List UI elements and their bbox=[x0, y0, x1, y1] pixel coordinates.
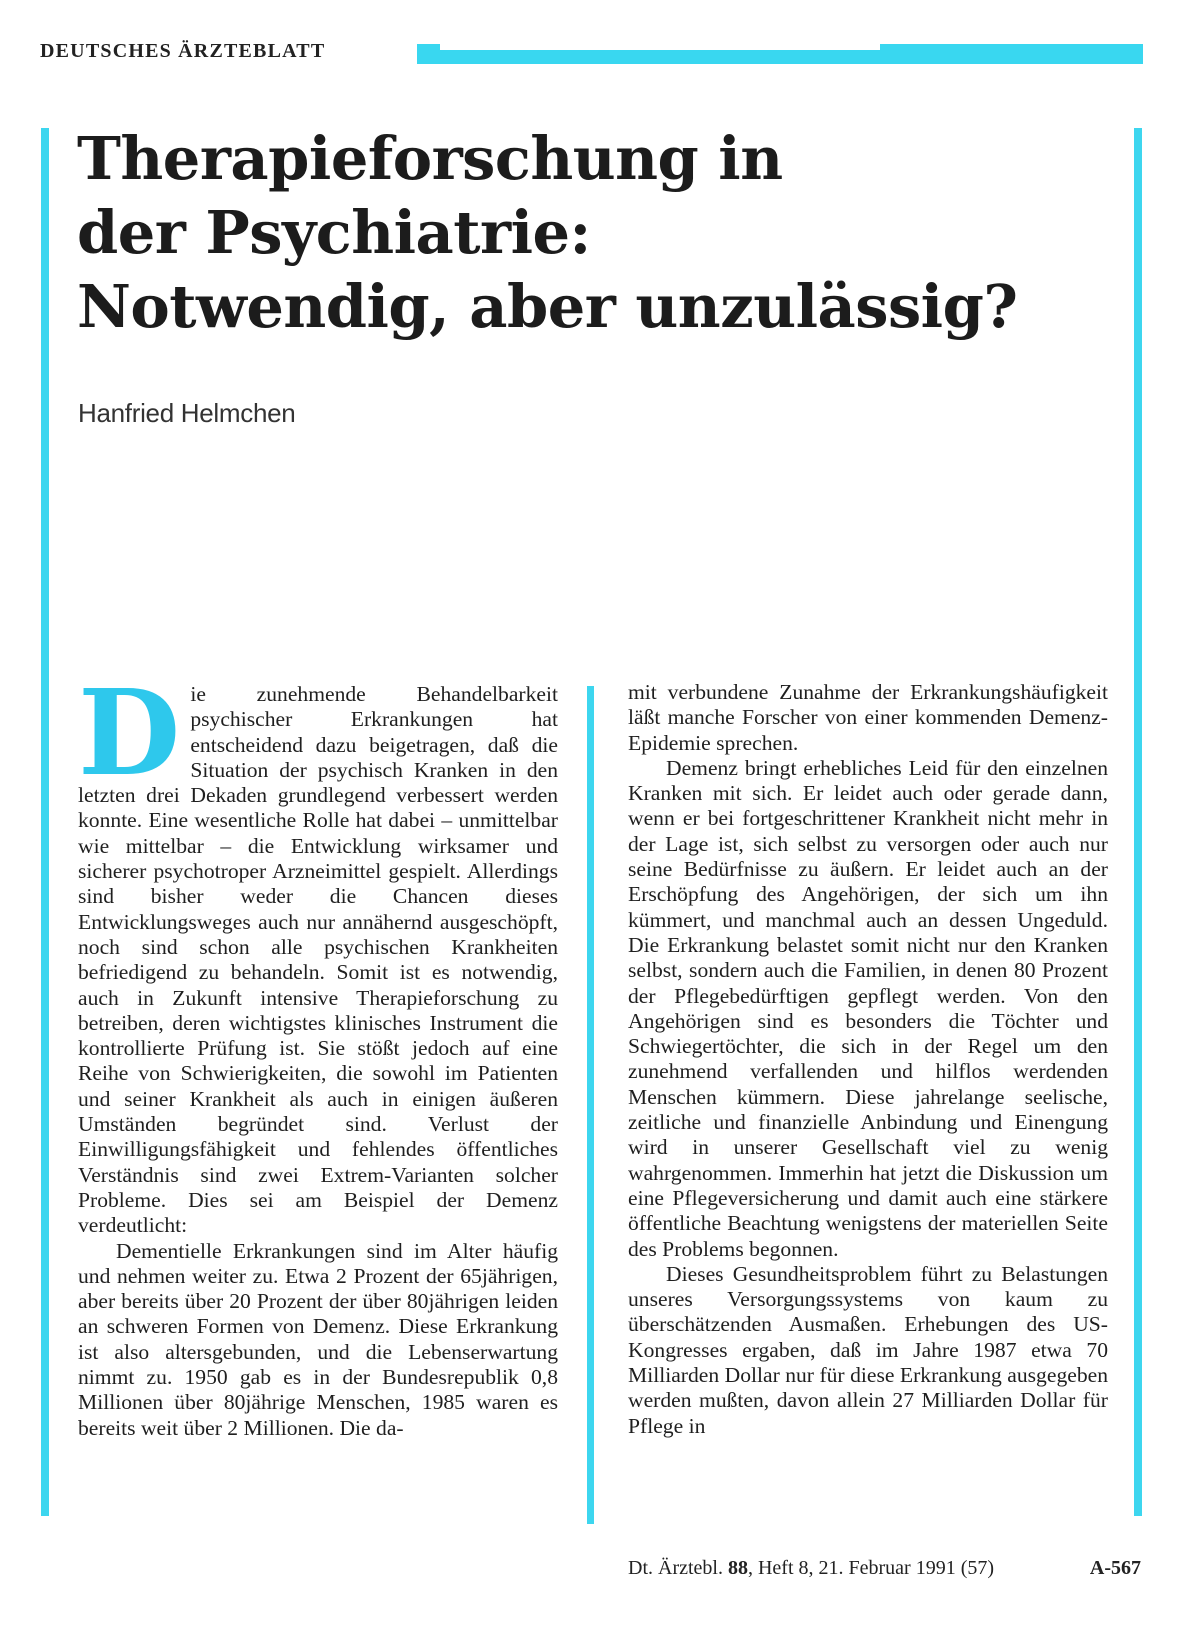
title-line-2: der Psychiatrie: bbox=[77, 198, 591, 267]
body-paragraph-3: Demenz bringt erhebliches Leid für den einzelnen Kranken mit sich. Er leidet auch oder gerade dann, wenn er bei fortgeschrittener Krankheit nicht mehr in der Lage ist, sich selbst zu versorgen oder auch nur seine Bedürfnisse zu äußern. Er leidet auch an der Erschöpfung des Angehörigen, der sich um ihn kümmert, und manchmal auch an dessen Ungeduld. Die Erkrankung belastet somit nicht nur den Kranken selbst, sondern auch die Familien, in denen 80 Prozent der Pflegebedürftigen gepflegt werden. Von den Angehörigen sind es besonders die Töchter und Schwiegertöchter, die sich in der Regel um den zunehmend verfallenden und hilflos werdenden Menschen kümmern. Diese jahrelange seelische, zeitliche und finanzielle Anbindung und Einengung wird in unserer Gesellschaft viel zu wenig wahrgenommen. Immerhin hat jetzt die Diskussion um eine Pflegeversicherung und damit auch eine stärkere öffentliche Beachtung wenigstens der materiellen Seite des Problems begonnen. bbox=[628, 755, 1108, 1261]
title-line-3: Notwendig, aber unzulässig? bbox=[77, 272, 1018, 341]
masthead-bar-notch bbox=[440, 44, 880, 50]
footer-journal: Dt. Ärztebl. bbox=[628, 1557, 723, 1579]
right-accent-rule bbox=[1134, 128, 1142, 1516]
body-column-left bbox=[78, 663, 558, 1441]
author-name: Hanfried Helmchen bbox=[78, 398, 296, 428]
body-paragraph-2b: mit verbundene Zunahme der Erkrankungshäufigkeit läßt manche Forscher von einer kommenden Demenz-Epidemie sprechen. bbox=[628, 680, 1108, 755]
body-paragraph-1-text: ie zunehmende Behandelbarkeit psychischer Erkrankungen hat entscheidend dazu beigetragen, daß die Situation der psychisch Kranken in den letzten drei Dekaden grundlegend verbessert werden konnte. Eine wesentliche Rolle hat dabei – unmittelbar wie mittelbar – die Entwicklung wirksamer und sicherer psychotroper Arzneimittel gespielt. Allerdings sind bisher weder die Chancen dieses Entwicklungsweges auch nur annähernd ausgeschöpft, noch sind schon alle psychischen Krankheiten befriedigend zu behandeln. Somit ist es notwendig, auch in Zukunft intensive Therapieforschung zu betreiben, deren wichtigstes klinisches Instrument die kontrollierte Prüfung ist. Sie stößt jedoch auf eine Reihe von Schwierigkeiten, die sowohl im Patienten und seiner Krankheit als auch in einigen äußeren Umständen begründet sind. Verlust der Einwilligungsfähigkeit und fehlendes öffentliches Verständnis sind zwei Extrem-Varianten solcher Probleme. Dies sei am Beispiel der Demenz verdeutlicht: bbox=[78, 682, 558, 1238]
body-paragraph-1 bbox=[78, 663, 558, 1239]
page-number: A-567 bbox=[1089, 1557, 1141, 1579]
body-paragraph-2a: Dementielle Erkrankungen sind im Alter häufig und nehmen weiter zu. Etwa 2 Prozent der 65jährigen, aber bereits über 20 Prozent der über 80jährigen leiden an schweren Formen von Demenz. Diese Erkrankung ist also altersgebunden, und die Lebenserwartung nimmt zu. 1950 gab es in der Bundesrepublik 0,8 Millionen über 80jährige Menschen, 1985 waren es bereits weit über 2 Millionen. Die da- bbox=[78, 1238, 558, 1440]
footer-issue-date: , Heft 8, 21. Februar 1991 (57) bbox=[747, 1557, 995, 1579]
drop-cap: D bbox=[78, 663, 181, 802]
body-column-right bbox=[628, 680, 1108, 1439]
title-line-1: Therapieforschung in bbox=[77, 124, 783, 193]
footer-volume: 88 bbox=[727, 1557, 748, 1579]
column-divider-rule bbox=[587, 686, 594, 1524]
journal-masthead: DEUTSCHES ÄRZTEBLATT bbox=[40, 40, 326, 62]
article-title bbox=[77, 122, 1117, 344]
page-footer bbox=[628, 1557, 1141, 1580]
left-accent-rule bbox=[41, 128, 49, 1516]
body-paragraph-4: Dieses Gesundheitsproblem führt zu Belastungen unseres Versorgungssystems von kaum zu überschätzenden Ausmaßen. Erhebungen des US-Kongresses ergaben, daß im Jahre 1987 etwa 70 Milliarden Dollar nur für diese Erkrankung ausgegeben werden mußten, davon allein 27 Milliarden Dollar für Pflege in bbox=[628, 1261, 1108, 1438]
